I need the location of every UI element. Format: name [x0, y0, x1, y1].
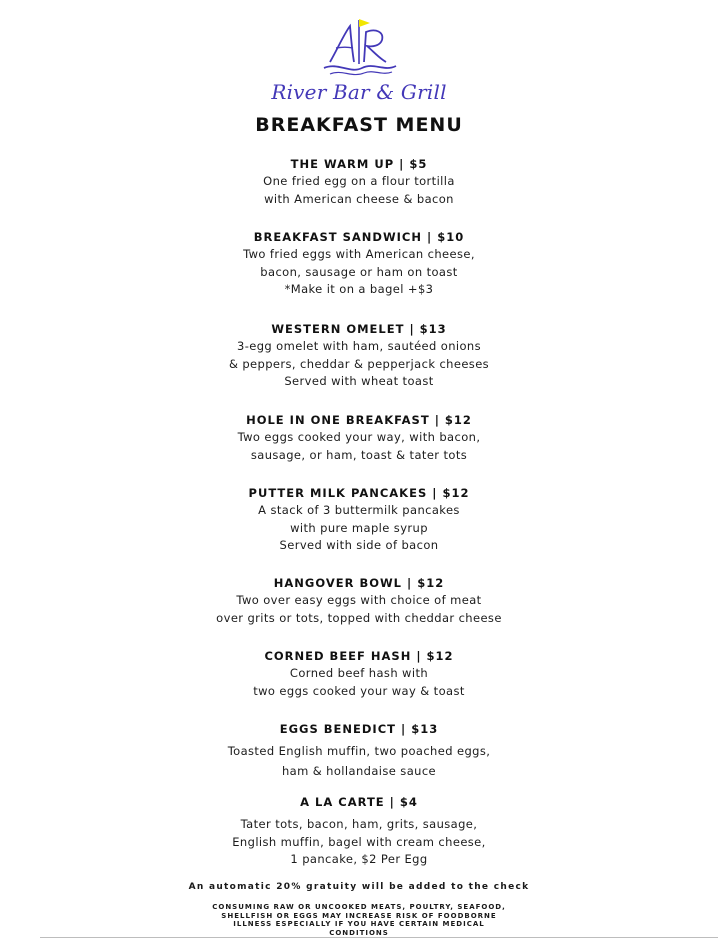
menu-item-corned-beef-hash — [0, 647, 718, 700]
item-heading: EGGS BENEDICT | $13 — [279, 722, 439, 736]
item-description: 1 pancake, $2 Per Egg — [290, 852, 428, 867]
item-description: & peppers, cheddar & pepperjack cheeses — [228, 356, 490, 371]
item-heading: CORNED BEEF HASH | $12 — [264, 649, 454, 663]
item-description: Corned beef hash with — [289, 666, 429, 680]
item-description: English muffin, bagel with cream cheese, — [232, 834, 486, 849]
warning-line: CONDITIONS — [329, 928, 389, 937]
item-description: 3-egg omelet with ham, sautéed onions — [236, 339, 482, 353]
item-description: sausage, or ham, toast & tater tots — [250, 447, 468, 462]
logo — [0, 14, 718, 104]
item-description: Two eggs cooked your way, with bacon, — [237, 430, 481, 444]
item-description: two eggs cooked your way & toast — [253, 683, 465, 698]
food-safety-warning — [0, 903, 718, 937]
menu-item-warm-up — [0, 155, 718, 208]
bottom-divider — [40, 937, 718, 938]
item-description: bacon, sausage or ham on toast — [260, 264, 458, 279]
item-description: with American cheese & bacon — [264, 191, 454, 206]
item-description: Two over easy eggs with choice of meat — [236, 593, 482, 607]
item-heading: HOLE IN ONE BREAKFAST | $12 — [246, 413, 472, 427]
item-heading: BREAKFAST SANDWICH | $10 — [253, 230, 465, 244]
warning-line: CONSUMING RAW OR UNCOOKED MEATS, POULTRY, SEAFOOD, — [212, 903, 506, 911]
item-description: Served with side of bacon — [279, 538, 439, 553]
menu-item-a-la-carte — [0, 793, 718, 869]
item-heading: PUTTER MILK PANCAKES | $12 — [248, 486, 470, 500]
menu-item-pancakes — [0, 484, 718, 555]
warning-line: ILLNESS ESPECIALLY IF YOU HAVE CERTAIN MEDICAL — [233, 920, 485, 928]
warning-line: SHELLFISH OR EGGS MAY INCREASE RISK OF FOODBORNE — [221, 911, 497, 920]
menu-item-eggs-benedict — [0, 720, 718, 781]
item-description: Served with wheat toast — [284, 374, 434, 389]
item-description: Two fried eggs with American cheese, — [243, 247, 475, 261]
item-description: *Make it on a bagel +$3 — [284, 282, 434, 297]
menu-item-hangover-bowl — [0, 574, 718, 627]
item-heading: WESTERN OMELET | $13 — [271, 322, 447, 336]
menu-item-breakfast-sandwich — [0, 228, 718, 299]
item-description: over grits or tots, topped with cheddar cheese — [216, 610, 502, 625]
item-heading: THE WARM UP | $5 — [290, 157, 428, 171]
item-description: ham & hollandaise sauce — [281, 764, 437, 778]
menu-item-hole-in-one — [0, 411, 718, 464]
item-heading: A LA CARTE | $4 — [300, 795, 418, 809]
monogram-logo-icon — [304, 14, 414, 80]
item-heading: HANGOVER BOWL | $12 — [273, 576, 445, 590]
item-description: Tater tots, bacon, ham, grits, sausage, — [240, 817, 478, 831]
menu-title: BREAKFAST MENU — [255, 114, 463, 136]
gratuity-notice: An automatic 20% gratuity will be added to the check — [188, 882, 530, 892]
brand-name: River Bar & Grill — [271, 80, 447, 104]
item-description: One fried egg on a flour tortilla — [263, 174, 455, 188]
menu-item-western-omelet — [0, 320, 718, 391]
item-description: with pure maple syrup — [290, 520, 428, 535]
item-description: Toasted English muffin, two poached eggs, — [227, 744, 491, 758]
item-description: A stack of 3 buttermilk pancakes — [258, 503, 460, 517]
